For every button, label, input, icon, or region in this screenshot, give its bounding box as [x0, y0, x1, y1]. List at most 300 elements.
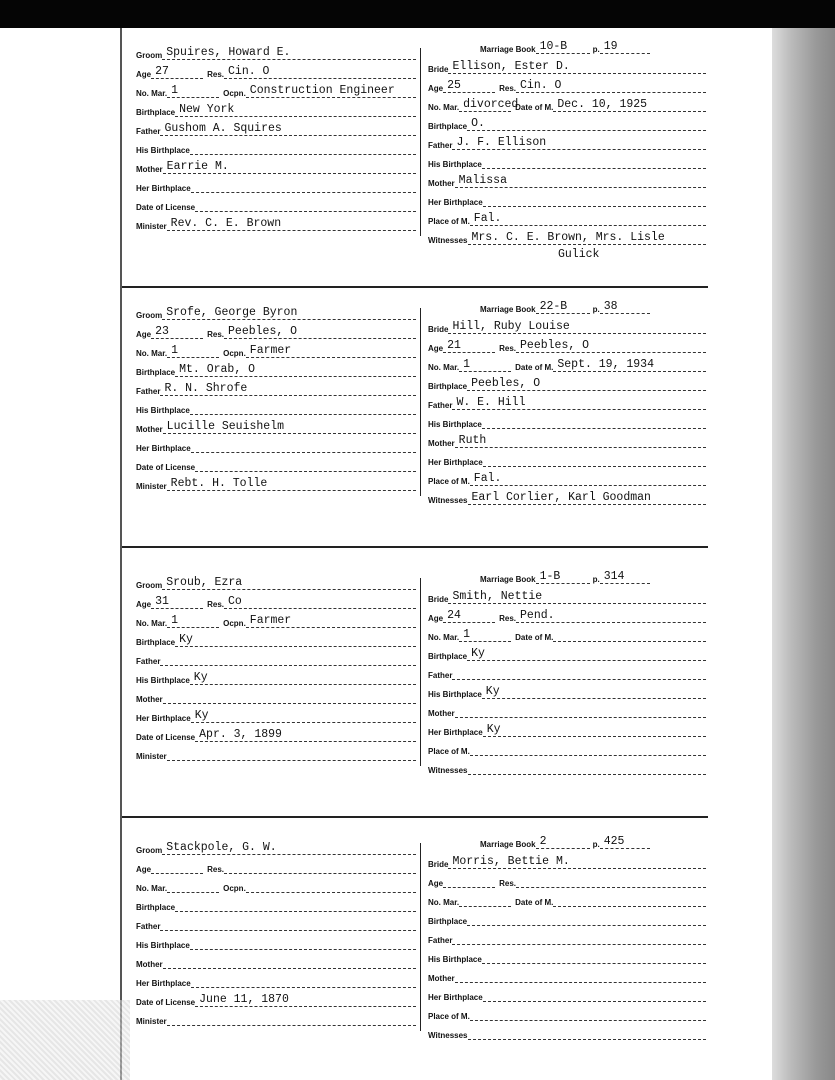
- field-label: Date of License: [136, 998, 196, 1007]
- bride-field-place-of-m: [428, 1003, 706, 1021]
- record-separator: [122, 286, 708, 288]
- field-value: [455, 970, 706, 983]
- bride-field-his-birthplace: [428, 946, 706, 964]
- bride-field-birthplace: [428, 113, 706, 131]
- field-label: No. Mar.: [428, 633, 460, 642]
- page-value: 38: [600, 301, 650, 314]
- bride-field-no-mar: [428, 354, 706, 372]
- field-label: Res.: [499, 614, 517, 623]
- field-value: [190, 402, 416, 415]
- bride-field-his-birthplace: [428, 151, 706, 169]
- field-label: No. Mar.: [428, 103, 460, 112]
- groom-field-age: [136, 61, 416, 79]
- groom-field-groom: [136, 572, 416, 590]
- groom-field-his-birthplace: [136, 667, 416, 685]
- field-label: His Birthplace: [428, 955, 482, 964]
- bride-field-her-birthplace: [428, 984, 706, 1002]
- field-label: Father: [428, 936, 453, 945]
- column-divider: [420, 308, 421, 496]
- marriage-book-line: [480, 566, 650, 584]
- groom-field-groom: [136, 302, 416, 320]
- field-label: No. Mar.: [136, 89, 168, 98]
- record-separator: [122, 816, 708, 818]
- field-value: [443, 875, 495, 888]
- field-value: [191, 975, 416, 988]
- groom-field-mother: [136, 416, 416, 434]
- field-label: Date of License: [136, 203, 196, 212]
- field-value: [163, 691, 416, 704]
- bride-field-mother: [428, 170, 706, 188]
- marriage-book-line: [480, 36, 650, 54]
- field-label: Ocpn.: [223, 349, 246, 358]
- field-label: Age: [136, 330, 152, 339]
- field-value: [190, 937, 416, 950]
- groom-field-her-birthplace: [136, 705, 416, 723]
- field-label: Father: [428, 401, 453, 410]
- field-label: Minister: [136, 1017, 167, 1026]
- field-label: Mother: [136, 165, 163, 174]
- field-label: Father: [136, 657, 161, 666]
- field-value: Peebles, O: [224, 326, 416, 339]
- page-value: 314: [600, 571, 650, 584]
- field-label: Res.: [207, 600, 225, 609]
- bride-field-mother: [428, 700, 706, 718]
- field-value: 21: [443, 340, 495, 353]
- bride-field-her-birthplace: [428, 189, 706, 207]
- field-value: Smith, Nettie: [448, 591, 706, 604]
- field-label: Witnesses: [428, 1031, 468, 1040]
- field-label: Father: [136, 127, 161, 136]
- field-value: [553, 629, 706, 642]
- field-value: Cin. O: [224, 66, 416, 79]
- field-value: Construction Engineer: [246, 85, 416, 98]
- field-value: Mrs. C. E. Brown, Mrs. Lisle: [468, 232, 707, 245]
- field-label: Res.: [207, 70, 225, 79]
- scan-noise: [0, 1000, 130, 1080]
- field-value: Cin. O: [516, 80, 706, 93]
- groom-field-minister: [136, 213, 416, 231]
- field-label: Ocpn.: [223, 884, 246, 893]
- groom-field-minister: [136, 743, 416, 761]
- field-value: Lucille Seuishelm: [163, 421, 416, 434]
- field-value: Sroub, Ezra: [162, 577, 416, 590]
- field-label: His Birthplace: [428, 160, 482, 169]
- field-value: [175, 899, 416, 912]
- field-value: Malissa: [455, 175, 706, 188]
- field-value: [468, 762, 707, 775]
- field-value: [195, 459, 416, 472]
- field-label: Bride: [428, 860, 449, 869]
- column-divider: [420, 578, 421, 766]
- field-value: [482, 416, 706, 429]
- field-value: 31: [151, 596, 203, 609]
- field-value: Ky: [482, 686, 706, 699]
- groom-field-birthplace: [136, 359, 416, 377]
- page-left-edge: [120, 28, 122, 1080]
- bride-field-place-of-m: [428, 738, 706, 756]
- bride-field-mother: [428, 430, 706, 448]
- field-value: Fal.: [470, 213, 706, 226]
- field-value: Hill, Ruby Louise: [448, 321, 706, 334]
- bride-field-father: [428, 392, 706, 410]
- field-value: Peebles, O: [516, 340, 706, 353]
- field-label: Birthplace: [136, 903, 176, 912]
- bride-field-bride: [428, 56, 706, 74]
- field-label: Birthplace: [136, 368, 176, 377]
- field-value: Peebles, O: [467, 378, 706, 391]
- field-value: [467, 913, 706, 926]
- field-label: His Birthplace: [428, 690, 482, 699]
- field-label: Minister: [136, 222, 167, 231]
- field-label: No. Mar.: [428, 363, 460, 372]
- field-value: Morris, Bettie M.: [448, 856, 706, 869]
- field-value: Farmer: [246, 615, 416, 628]
- groom-field-his-birthplace: [136, 397, 416, 415]
- field-label: His Birthplace: [136, 406, 190, 415]
- groom-field-no-mar: [136, 875, 416, 893]
- groom-field-his-birthplace: [136, 137, 416, 155]
- field-value: Ky: [175, 634, 416, 647]
- bride-field-his-birthplace: [428, 681, 706, 699]
- field-label: Age: [136, 865, 152, 874]
- field-value: [452, 667, 706, 680]
- groom-field-birthplace: [136, 99, 416, 117]
- field-value: Co: [224, 596, 416, 609]
- groom-field-minister: [136, 1008, 416, 1026]
- bride-field-birthplace: [428, 908, 706, 926]
- groom-field-date-of-license: [136, 724, 416, 742]
- groom-field-father: [136, 648, 416, 666]
- field-label: Father: [136, 922, 161, 931]
- field-label: Place of M.: [428, 747, 470, 756]
- field-label: Res.: [499, 879, 517, 888]
- bride-field-his-birthplace: [428, 411, 706, 429]
- field-value: W. E. Hill: [452, 397, 706, 410]
- groom-field-father: [136, 913, 416, 931]
- marriage-book-value: 1-B: [536, 571, 590, 584]
- field-label: Her Birthplace: [136, 444, 191, 453]
- field-label: Age: [428, 879, 444, 888]
- field-label: Mother: [136, 960, 163, 969]
- field-value: Rev. C. E. Brown: [167, 218, 416, 231]
- bride-field-age: [428, 605, 706, 623]
- marriage-book-value: 2: [536, 836, 590, 849]
- field-value: J. F. Ellison: [452, 137, 706, 150]
- field-label: Res.: [499, 84, 517, 93]
- field-label: No. Mar.: [136, 349, 168, 358]
- field-label: Groom: [136, 311, 163, 320]
- bride-field-place-of-m: [428, 468, 706, 486]
- field-label: Birthplace: [428, 382, 468, 391]
- field-value: Sept. 19, 1934: [553, 359, 706, 372]
- field-value: Ellison, Ester D.: [448, 61, 706, 74]
- field-label: Groom: [136, 846, 163, 855]
- field-label: Ocpn.: [223, 89, 246, 98]
- field-value: [470, 1008, 706, 1021]
- field-label: Marriage Book: [480, 45, 536, 54]
- groom-field-birthplace: [136, 894, 416, 912]
- field-value: [455, 705, 706, 718]
- bride-field-witnesses: [428, 227, 706, 245]
- field-label: Place of M.: [428, 1012, 470, 1021]
- field-value: [191, 180, 416, 193]
- field-label: Bride: [428, 595, 449, 604]
- bride-field-father: [428, 927, 706, 945]
- column-divider: [420, 48, 421, 236]
- field-value: Ky: [467, 648, 706, 661]
- bride-field-birthplace: [428, 643, 706, 661]
- field-label: Mother: [136, 695, 163, 704]
- field-label: Res.: [207, 330, 225, 339]
- field-label: Her Birthplace: [136, 979, 191, 988]
- field-value: Apr. 3, 1899: [195, 729, 416, 742]
- field-label: Age: [428, 84, 444, 93]
- groom-field-no-mar: [136, 340, 416, 358]
- field-value: 24: [443, 610, 495, 623]
- field-value: [482, 951, 706, 964]
- field-label: Her Birthplace: [428, 458, 483, 467]
- field-label: Marriage Book: [480, 305, 536, 314]
- field-label: Marriage Book: [480, 840, 536, 849]
- field-label: Age: [428, 614, 444, 623]
- field-label: Date of M.: [515, 898, 554, 907]
- marriage-book-value: 22-B: [536, 301, 590, 314]
- page-value: 19: [600, 41, 650, 54]
- field-label: His Birthplace: [136, 146, 190, 155]
- field-value: June 11, 1870: [195, 994, 416, 1007]
- field-label: Age: [136, 70, 152, 79]
- field-label: Mother: [428, 974, 455, 983]
- groom-field-no-mar: [136, 80, 416, 98]
- field-label: Father: [428, 141, 453, 150]
- field-value: [167, 748, 416, 761]
- field-value: [482, 156, 706, 169]
- field-value: [516, 875, 706, 888]
- field-label: Date of License: [136, 733, 196, 742]
- field-label: Birthplace: [136, 638, 176, 647]
- field-label: Mother: [428, 179, 455, 188]
- field-label: Her Birthplace: [136, 184, 191, 193]
- field-label: p.: [592, 840, 600, 849]
- field-value: [191, 440, 416, 453]
- field-value: Ky: [191, 710, 416, 723]
- field-label: Res.: [499, 344, 517, 353]
- bride-field-her-birthplace: [428, 449, 706, 467]
- field-label: His Birthplace: [136, 676, 190, 685]
- field-label: Date of License: [136, 463, 196, 472]
- field-value: [195, 199, 416, 212]
- field-value: [160, 918, 416, 931]
- field-value: [452, 932, 706, 945]
- field-label: Marriage Book: [480, 575, 536, 584]
- bride-field-place-of-m: [428, 208, 706, 226]
- groom-field-mother: [136, 156, 416, 174]
- groom-field-mother: [136, 686, 416, 704]
- field-label: Birthplace: [136, 108, 176, 117]
- field-value: 25: [443, 80, 495, 93]
- bride-field-no-mar: [428, 94, 706, 112]
- bride-field-age: [428, 75, 706, 93]
- scan-right-border: [772, 28, 835, 1080]
- field-label: Place of M.: [428, 477, 470, 486]
- field-label: Bride: [428, 325, 449, 334]
- field-label: Age: [428, 344, 444, 353]
- field-value: Ruth: [455, 435, 706, 448]
- bride-field-father: [428, 132, 706, 150]
- field-label: Her Birthplace: [428, 993, 483, 1002]
- field-label: Birthplace: [428, 652, 468, 661]
- field-label: Res.: [207, 865, 225, 874]
- field-value: Dec. 10, 1925: [553, 99, 706, 112]
- field-label: Father: [428, 671, 453, 680]
- field-label: Date of M.: [515, 103, 554, 112]
- field-value: Earl Corlier, Karl Goodman: [468, 492, 707, 505]
- field-label: Groom: [136, 51, 163, 60]
- groom-field-date-of-license: [136, 454, 416, 472]
- groom-field-age: [136, 591, 416, 609]
- bride-field-witnesses: [428, 757, 706, 775]
- field-value: [167, 880, 219, 893]
- field-value: 27: [151, 66, 203, 79]
- field-label: p.: [592, 305, 600, 314]
- field-value: Ky: [483, 724, 706, 737]
- field-label: Her Birthplace: [136, 714, 191, 723]
- field-label: Father: [136, 387, 161, 396]
- field-value: [151, 861, 203, 874]
- field-label: Mother: [428, 439, 455, 448]
- groom-field-her-birthplace: [136, 175, 416, 193]
- bride-field-witnesses: [428, 487, 706, 505]
- bride-field-age: [428, 870, 706, 888]
- field-value: 1: [167, 345, 219, 358]
- scan-top-border: [0, 0, 835, 28]
- groom-field-date-of-license: [136, 989, 416, 1007]
- field-label: No. Mar.: [136, 884, 168, 893]
- field-value: 1: [167, 615, 219, 628]
- field-label: Witnesses: [428, 236, 468, 245]
- field-label: Date of M.: [515, 633, 554, 642]
- groom-field-groom: [136, 837, 416, 855]
- field-label: Groom: [136, 581, 163, 590]
- bride-field-birthplace: [428, 373, 706, 391]
- field-value: [483, 989, 706, 1002]
- groom-field-her-birthplace: [136, 970, 416, 988]
- marriage-book-line: [480, 831, 650, 849]
- field-label: Date of M.: [515, 363, 554, 372]
- field-value: [470, 743, 706, 756]
- field-label: Witnesses: [428, 496, 468, 505]
- bride-field-mother: [428, 965, 706, 983]
- field-label: Mother: [428, 709, 455, 718]
- field-label: His Birthplace: [136, 941, 190, 950]
- field-label: p.: [592, 45, 600, 54]
- groom-field-age: [136, 856, 416, 874]
- field-label: Minister: [136, 482, 167, 491]
- field-label: Ocpn.: [223, 619, 246, 628]
- bride-field-witnesses: [428, 1022, 706, 1040]
- groom-field-his-birthplace: [136, 932, 416, 950]
- field-label: Witnesses: [428, 766, 468, 775]
- field-value: Rebt. H. Tolle: [167, 478, 416, 491]
- field-value: [246, 880, 416, 893]
- field-value: [468, 1027, 707, 1040]
- bride-field-bride: [428, 316, 706, 334]
- field-label: p.: [592, 575, 600, 584]
- groom-field-father: [136, 118, 416, 136]
- field-value: [553, 894, 706, 907]
- field-label: No. Mar.: [136, 619, 168, 628]
- groom-field-no-mar: [136, 610, 416, 628]
- field-value: Stackpole, G. W.: [162, 842, 416, 855]
- field-value: 1: [459, 629, 511, 642]
- groom-field-birthplace: [136, 629, 416, 647]
- field-label: Age: [136, 600, 152, 609]
- field-value: [459, 894, 511, 907]
- groom-field-father: [136, 378, 416, 396]
- field-label: No. Mar.: [428, 898, 460, 907]
- field-label: Birthplace: [428, 122, 468, 131]
- field-value: 23: [151, 326, 203, 339]
- field-label: Minister: [136, 752, 167, 761]
- field-value: Ky: [190, 672, 416, 685]
- field-value: [160, 653, 416, 666]
- bride-field-bride: [428, 851, 706, 869]
- field-value: Gushom A. Squires: [160, 123, 416, 136]
- field-value: Mt. Orab, O: [175, 364, 416, 377]
- groom-field-age: [136, 321, 416, 339]
- bride-field-no-mar: [428, 624, 706, 642]
- field-value: divorced: [459, 99, 511, 112]
- field-label: Her Birthplace: [428, 728, 483, 737]
- field-label: Bride: [428, 65, 449, 74]
- field-value: [190, 142, 416, 155]
- field-label: Birthplace: [428, 917, 468, 926]
- bride-field-no-mar: [428, 889, 706, 907]
- field-value: R. N. Shrofe: [160, 383, 416, 396]
- field-value: 1: [459, 359, 511, 372]
- field-value: Farmer: [246, 345, 416, 358]
- field-value: O.: [467, 118, 706, 131]
- field-label: Place of M.: [428, 217, 470, 226]
- field-value: [167, 1013, 416, 1026]
- marriage-book-value: 10-B: [536, 41, 590, 54]
- bride-field-age: [428, 335, 706, 353]
- field-value: Fal.: [470, 473, 706, 486]
- field-value: Earrie M.: [163, 161, 416, 174]
- bride-field-her-birthplace: [428, 719, 706, 737]
- bride-field-father: [428, 662, 706, 680]
- field-label: His Birthplace: [428, 420, 482, 429]
- groom-field-her-birthplace: [136, 435, 416, 453]
- field-value: [483, 194, 706, 207]
- field-label: Her Birthplace: [428, 198, 483, 207]
- field-value: New York: [175, 104, 416, 117]
- groom-field-mother: [136, 951, 416, 969]
- bride-field-bride: [428, 586, 706, 604]
- field-value: 1: [167, 85, 219, 98]
- field-value: [163, 956, 416, 969]
- field-value: Spuires, Howard E.: [162, 47, 416, 60]
- page-value: 425: [600, 836, 650, 849]
- field-value: [224, 861, 416, 874]
- marriage-book-line: [480, 296, 650, 314]
- groom-field-date-of-license: [136, 194, 416, 212]
- groom-field-minister: [136, 473, 416, 491]
- field-value: [483, 454, 706, 467]
- witnesses-continuation: Gulick: [558, 248, 600, 261]
- column-divider: [420, 843, 421, 1031]
- record-separator: [122, 546, 708, 548]
